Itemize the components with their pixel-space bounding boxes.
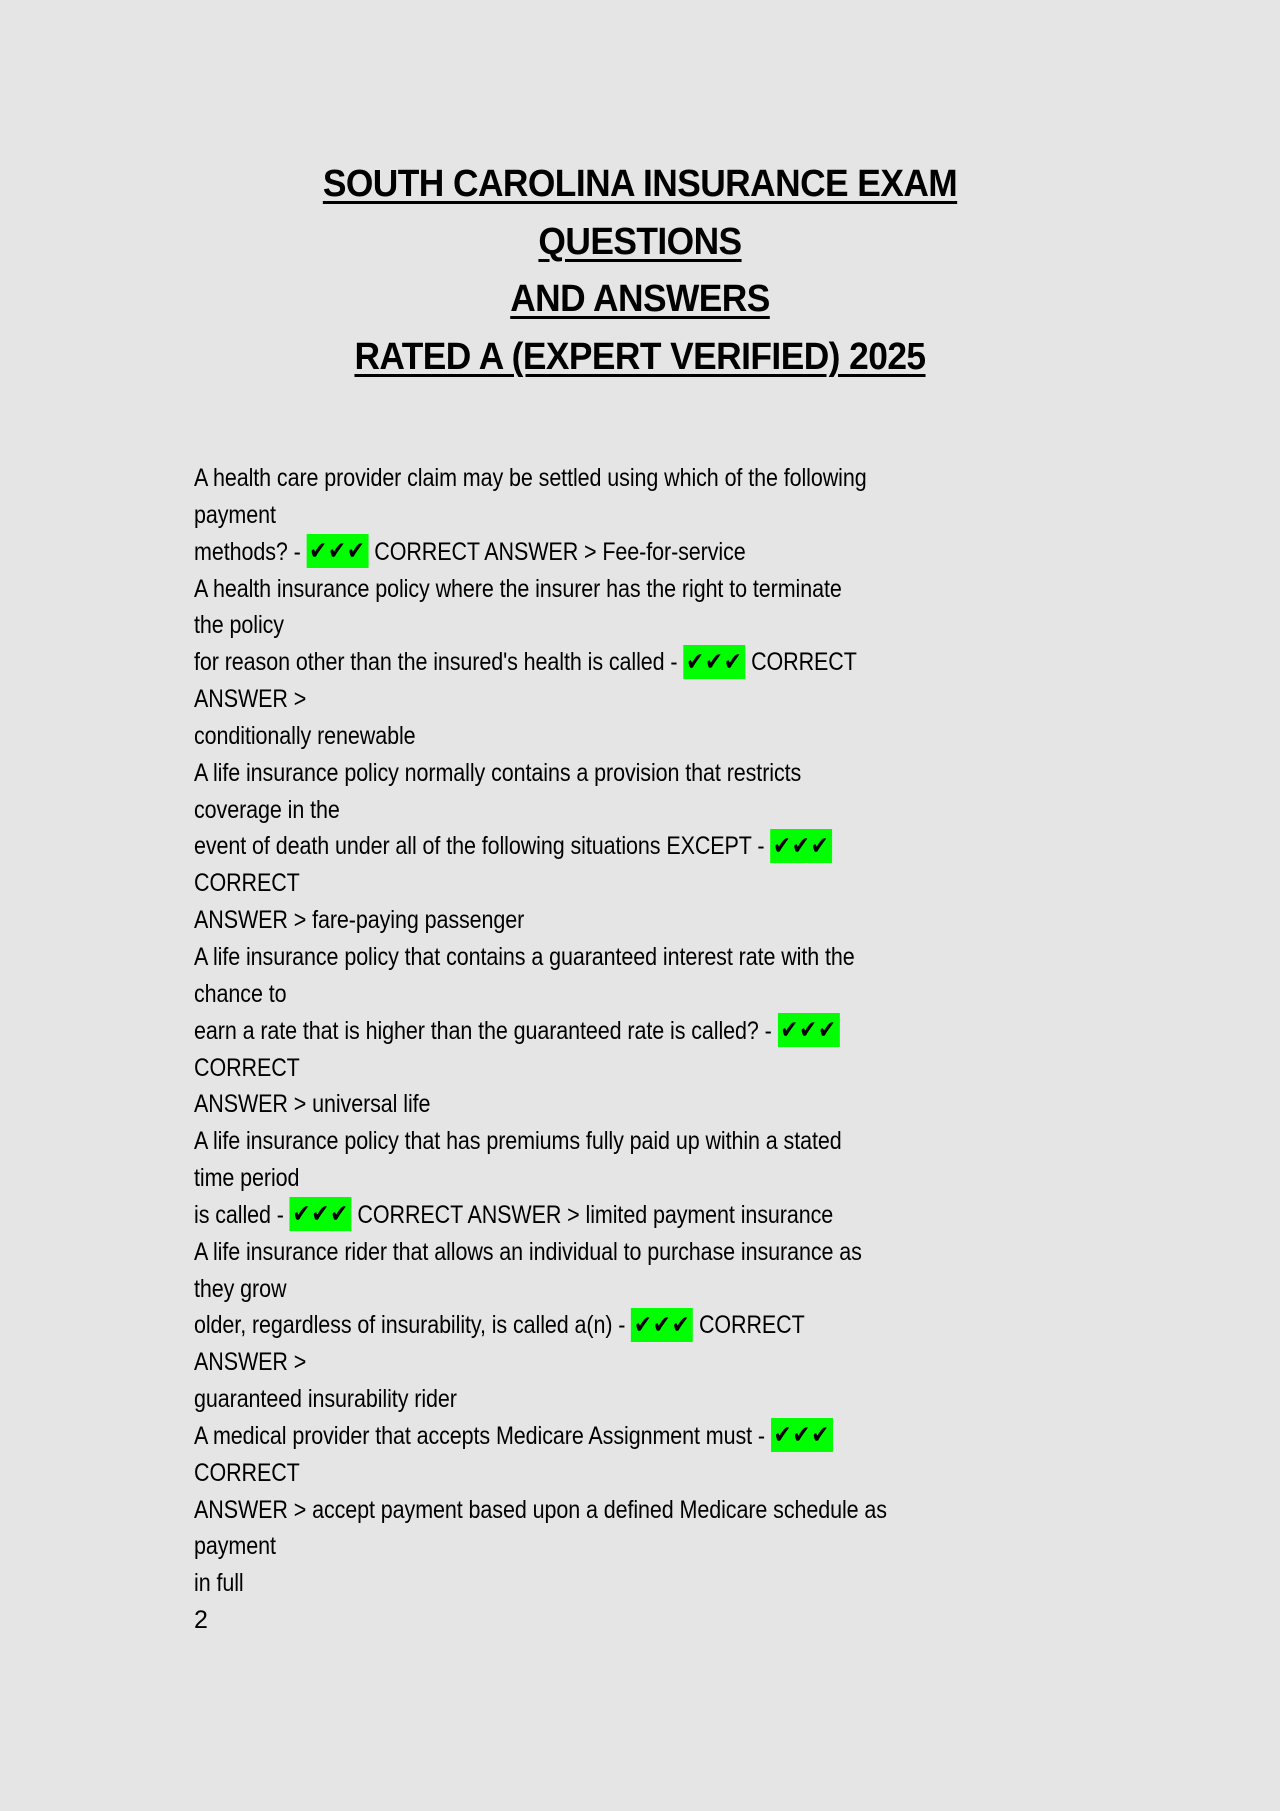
check-mark-icon: ✔✔✔ [307, 534, 369, 568]
check-mark-icon: ✔✔✔ [771, 1418, 833, 1452]
text-line: ANSWER > universal life [194, 1090, 431, 1119]
title-line-2: QUESTIONS [538, 220, 742, 263]
check-mark-icon: ✔✔✔ [778, 1013, 840, 1047]
check-mark-icon: ✔✔✔ [290, 1197, 352, 1231]
text-line: conditionally renewable [194, 721, 416, 750]
text-line: time period [194, 1164, 300, 1193]
answer-line: earn a rate that is higher than the guaranteed rate is called? - ✔✔✔ [194, 1013, 968, 1050]
answer-line: event of death under all of the following situations EXCEPT - ✔✔✔ [194, 828, 968, 865]
text-line: in full [194, 1569, 244, 1598]
text-line: ANSWER > fare-paying passenger [194, 906, 525, 935]
text-line: CORRECT [194, 1053, 300, 1082]
check-mark-icon: ✔✔✔ [683, 645, 745, 679]
text-line: A life insurance rider that allows an individual to purchase insurance as [194, 1237, 862, 1266]
check-mark-icon: ✔✔✔ [770, 829, 832, 863]
title-line-1: SOUTH CAROLINA INSURANCE EXAM [322, 163, 958, 205]
text-line: ANSWER > accept payment based upon a defined Medicare schedule as [194, 1495, 887, 1524]
text-line: payment [194, 500, 276, 529]
text-line: they grow [194, 1274, 287, 1303]
text-line: ANSWER > [194, 1348, 307, 1377]
check-mark-icon: ✔✔✔ [631, 1308, 693, 1342]
answer-line: is called - ✔✔✔ CORRECT ANSWER > limited payment insurance [194, 1197, 968, 1234]
text-line: coverage in the [194, 795, 340, 824]
text-line: payment [194, 1532, 276, 1561]
page-number: 2 [194, 1606, 208, 1635]
text-line: A health insurance policy where the insurer has the right to terminate [194, 574, 842, 603]
answer-line: methods? - ✔✔✔ CORRECT ANSWER > Fee-for-service [194, 534, 968, 571]
text-line: guaranteed insurability rider [194, 1385, 457, 1414]
text-line: A life insurance policy normally contains a provision that restricts [194, 758, 802, 787]
text-line: chance to [194, 979, 287, 1008]
document-title [0, 156, 1280, 386]
text-line: CORRECT [194, 869, 300, 898]
answer-line: A medical provider that accepts Medicare Assignment must - ✔✔✔ [194, 1418, 968, 1455]
text-line: ANSWER > [194, 685, 307, 714]
title-line-3: AND ANSWERS [510, 278, 770, 320]
answer-line: for reason other than the insured's health is called - ✔✔✔ CORRECT [194, 644, 968, 681]
text-line: the policy [194, 611, 284, 640]
answer-line: older, regardless of insurability, is called a(n) - ✔✔✔ CORRECT [194, 1307, 968, 1344]
question-answer-list [194, 460, 1094, 1639]
title-line-4: RATED A (EXPERT VERIFIED) 2025 [354, 335, 926, 378]
text-line: A life insurance policy that has premiums fully paid up within a stated [194, 1127, 842, 1156]
text-line: CORRECT [194, 1458, 300, 1487]
text-line: A health care provider claim may be settled using which of the following [194, 464, 867, 492]
text-line: A life insurance policy that contains a guaranteed interest rate with the [194, 942, 855, 971]
